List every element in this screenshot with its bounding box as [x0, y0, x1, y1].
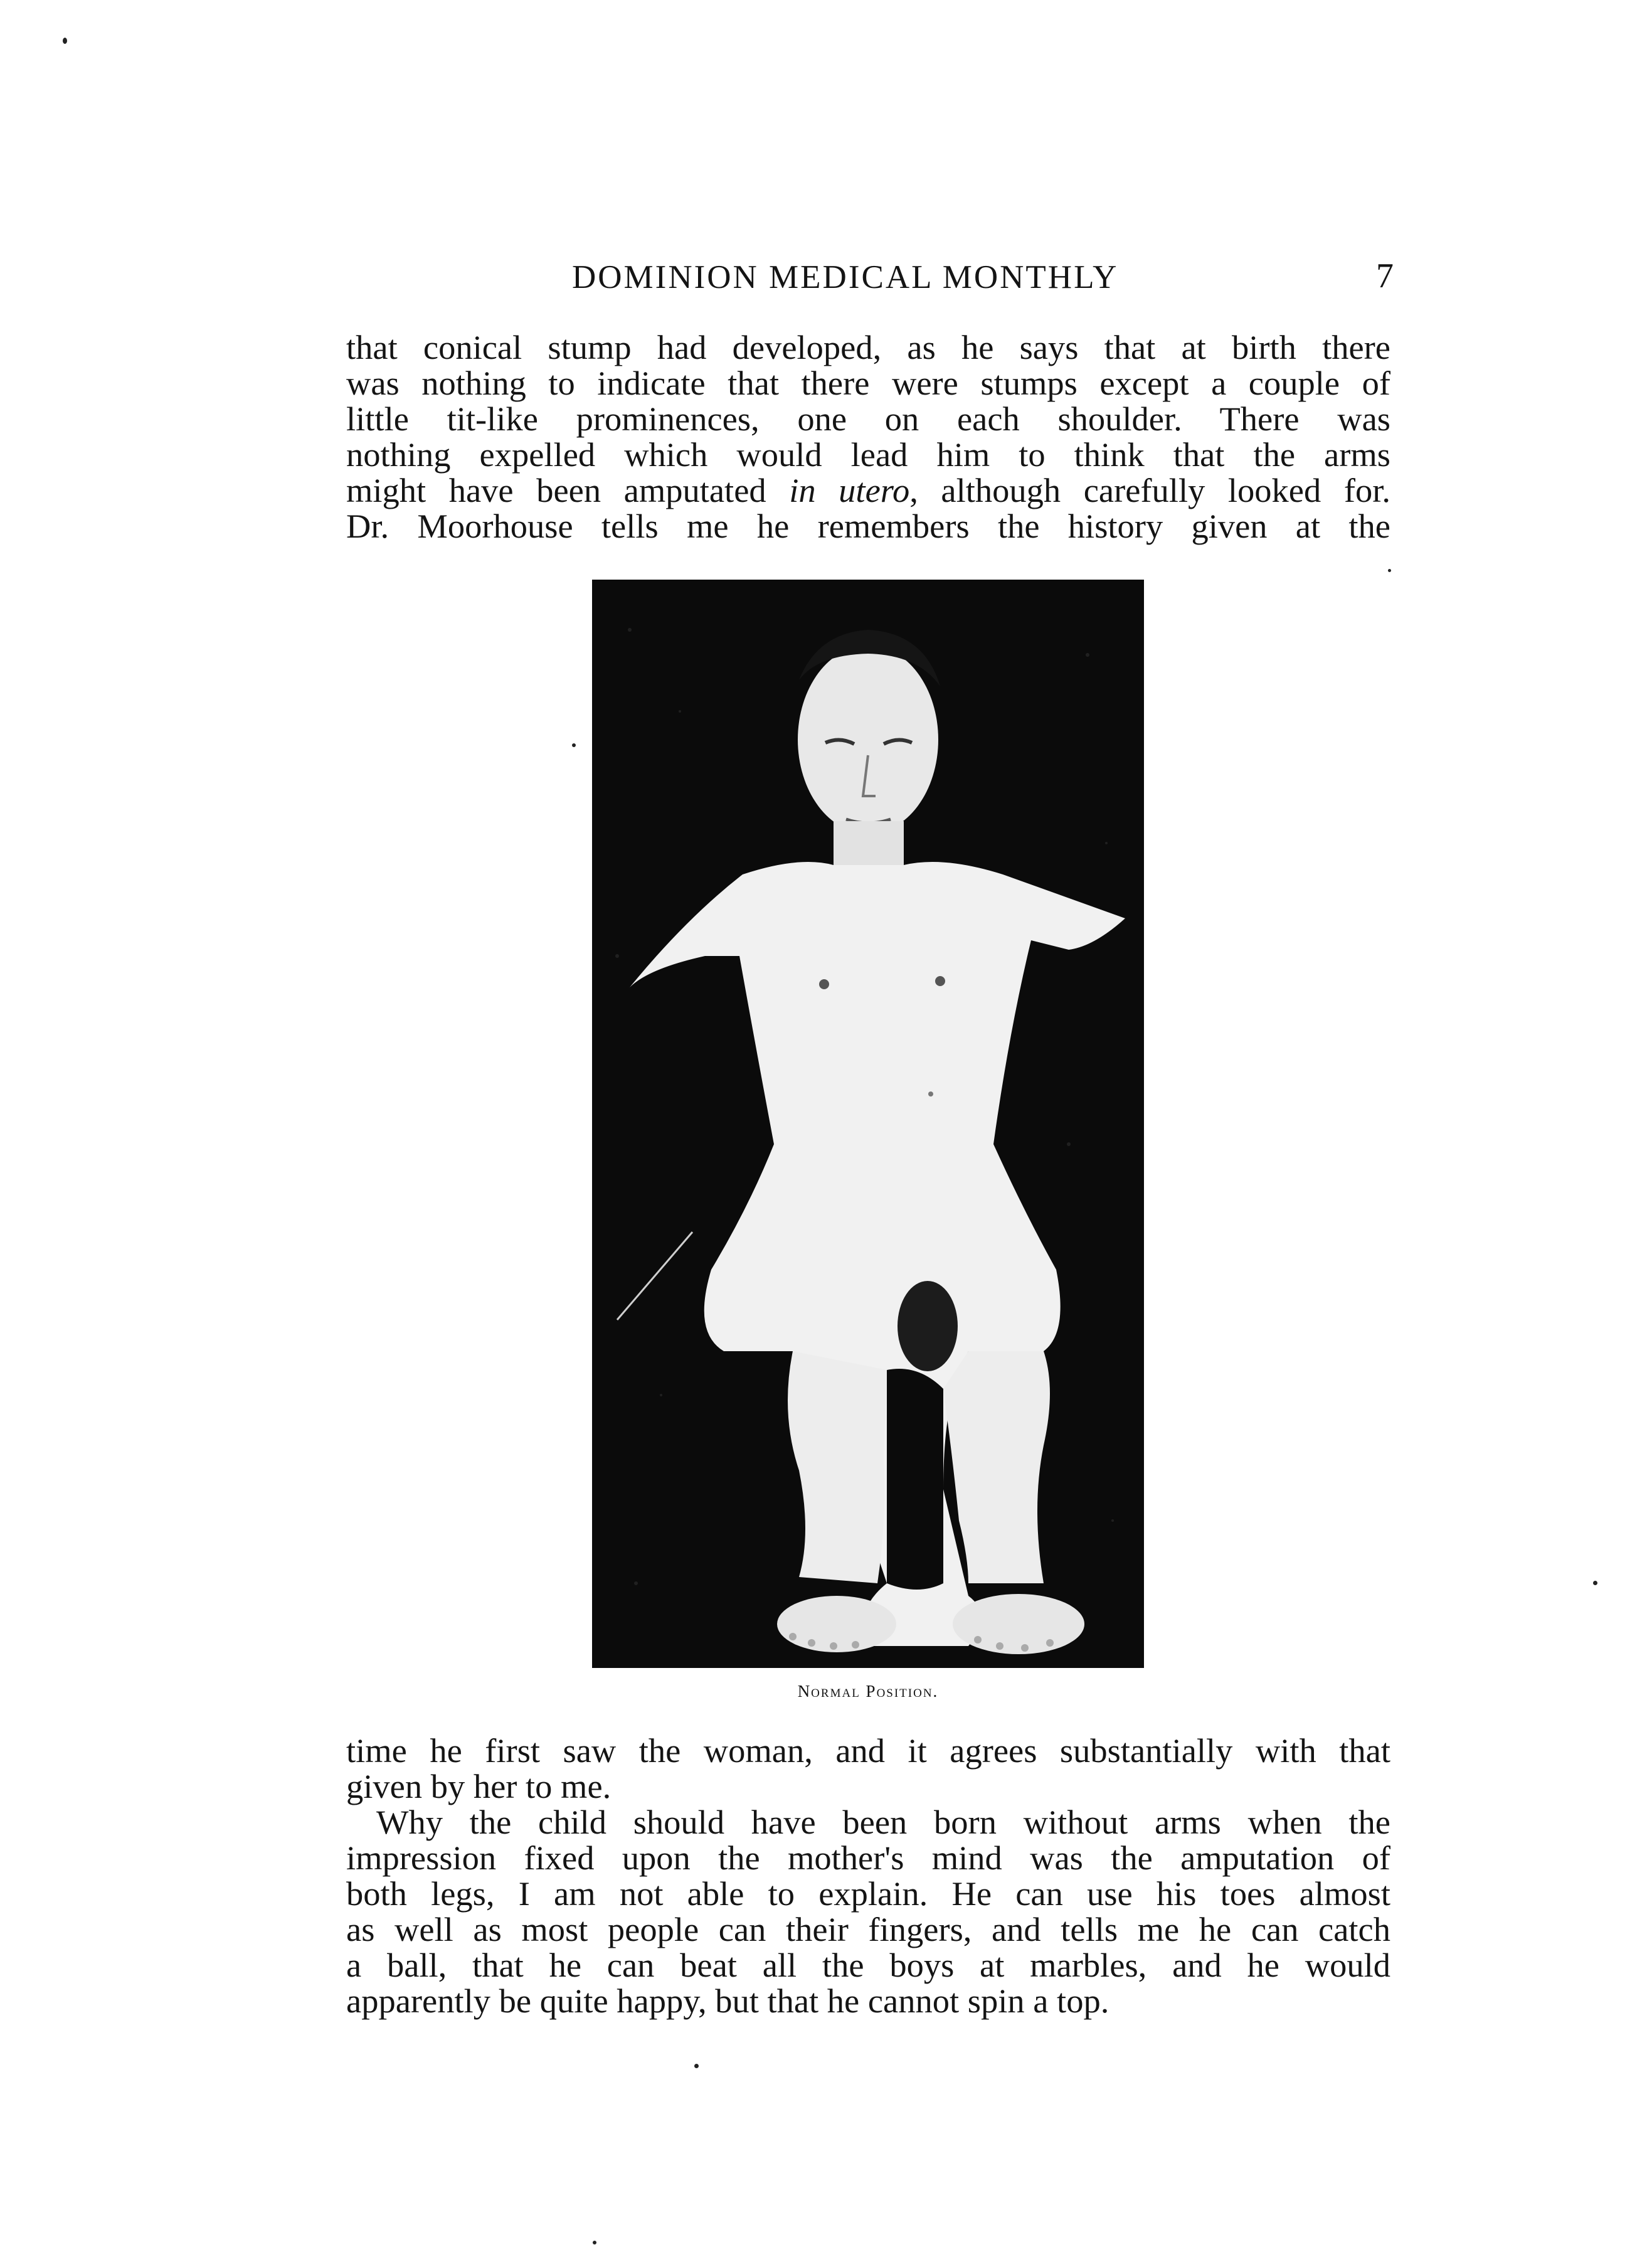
text-line: time he first saw the woman, and it agrees substantially with that — [346, 1731, 1390, 1770]
text-line: nothing expelled which would lead him to think that the arms — [346, 435, 1390, 474]
figure-illustration — [592, 580, 1144, 1668]
halftone-photograph — [592, 580, 1144, 1668]
paper-speck — [1388, 569, 1391, 572]
text-line-with-italic — [346, 472, 1390, 508]
paragraph-2 — [346, 1733, 1390, 2019]
paragraph-1 — [346, 329, 1390, 544]
figure-caption: Normal Position. — [797, 1682, 939, 1701]
text-line: that conical stump had developed, as he says that at birth there — [346, 328, 1390, 366]
paper-speck — [593, 2241, 596, 2244]
text-line: Why the child should have been born without arms when the — [376, 1803, 1390, 1841]
text-line: apparently be quite happy, but that he cannot spin a top. — [346, 1982, 1109, 2020]
text-segment: might have been amputated — [346, 471, 790, 509]
text-segment: , although carefully looked for. — [909, 471, 1390, 509]
italic-term: in utero — [789, 471, 910, 509]
text-line: a ball, that he can beat all the boys at marbles, and he would — [346, 1946, 1390, 1984]
running-head — [346, 251, 1394, 301]
paper-speck — [63, 38, 67, 44]
paper-speck — [572, 743, 576, 747]
paper-speck — [1593, 1581, 1597, 1585]
paper-speck — [694, 2064, 699, 2068]
text-line: Dr. Moorhouse tells me he remembers the history given at the — [346, 507, 1390, 545]
journal-title: DOMINION MEDICAL MONTHLY — [572, 259, 1119, 295]
text-line: impression fixed upon the mother's mind was the amputation of — [346, 1839, 1390, 1877]
text-line: little tit-like prominences, one on each shoulder. There was — [346, 400, 1390, 438]
text-line: given by her to me. — [346, 1767, 612, 1805]
text-line: as well as most people can their fingers, and tells me he can catch — [346, 1910, 1390, 1948]
text-line: was nothing to indicate that there were stumps except a couple of — [346, 364, 1390, 402]
page-number: 7 — [1376, 257, 1394, 295]
text-line: both legs, I am not able to explain. He can use his toes almost — [346, 1874, 1390, 1913]
